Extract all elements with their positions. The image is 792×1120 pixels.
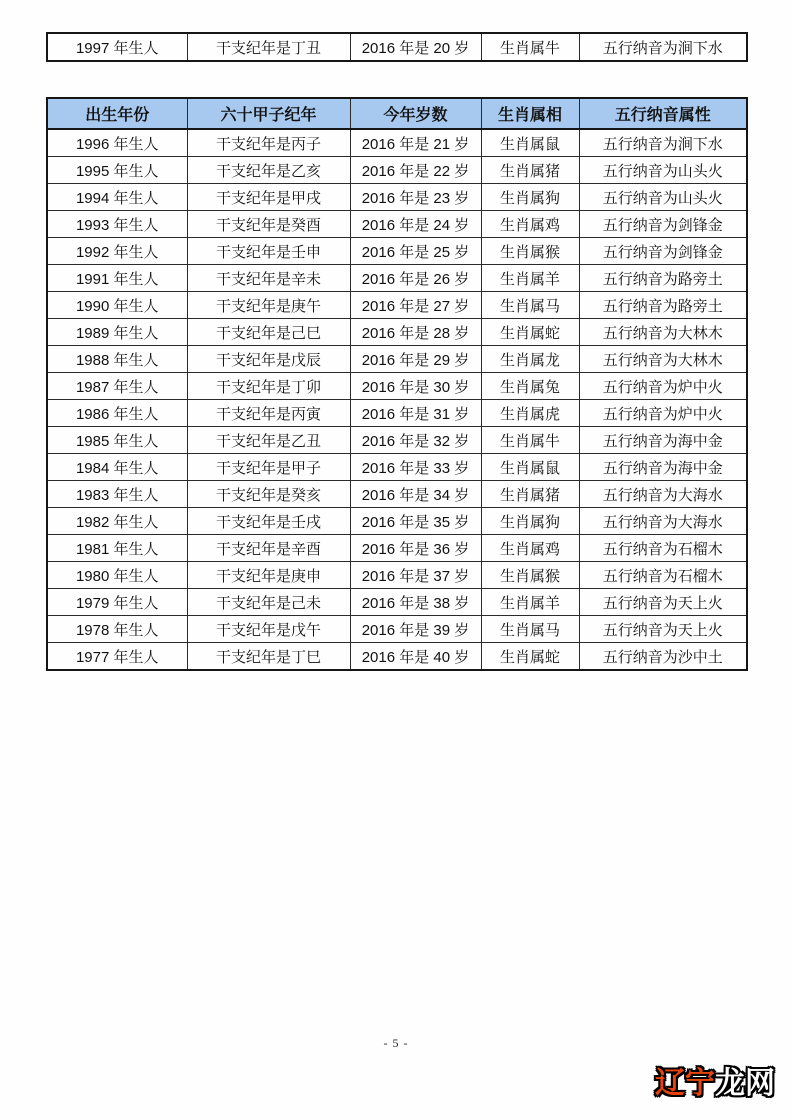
- table-cell: 五行纳音为大林木: [579, 346, 747, 373]
- table-cell: 生肖属马: [481, 292, 579, 319]
- table-cell: 2016 年是 28 岁: [350, 319, 481, 346]
- table-cell: 干支纪年是癸亥: [187, 481, 350, 508]
- table-row: [47, 508, 747, 535]
- previous-year-table: [46, 32, 748, 62]
- table-cell: 干支纪年是丙寅: [187, 400, 350, 427]
- table-cell: 生肖属羊: [481, 265, 579, 292]
- table-cell: 2016 年是 30 岁: [350, 373, 481, 400]
- table-cell: 干支纪年是庚申: [187, 562, 350, 589]
- table-row: [47, 481, 747, 508]
- table-cell: 1978 年生人: [47, 616, 187, 643]
- table-cell: 五行纳音为山头火: [579, 184, 747, 211]
- zodiac-cell: 生肖属牛: [481, 33, 579, 61]
- watermark-logo: [655, 1068, 775, 1100]
- table-cell: 2016 年是 25 岁: [350, 238, 481, 265]
- zodiac-year-table: [46, 97, 748, 671]
- table-cell: 2016 年是 40 岁: [350, 643, 481, 671]
- main-table-rows: [47, 129, 747, 670]
- table-cell: 五行纳音为剑锋金: [579, 238, 747, 265]
- table-cell: 生肖属猪: [481, 481, 579, 508]
- header-zodiac: 生肖属相: [481, 98, 579, 129]
- table-cell: 干支纪年是乙亥: [187, 157, 350, 184]
- table-row: [47, 616, 747, 643]
- table-row: [47, 184, 747, 211]
- table-cell: 2016 年是 31 岁: [350, 400, 481, 427]
- table-cell: 2016 年是 32 岁: [350, 427, 481, 454]
- table-cell: 生肖属猴: [481, 562, 579, 589]
- table-cell: 生肖属牛: [481, 427, 579, 454]
- table-cell: 干支纪年是辛酉: [187, 535, 350, 562]
- table-cell: 1991 年生人: [47, 265, 187, 292]
- page-number: - 5 -: [383, 1036, 409, 1050]
- table-cell: 2016 年是 21 岁: [350, 129, 481, 157]
- table-cell: 生肖属马: [481, 616, 579, 643]
- table-cell: 五行纳音为炉中火: [579, 400, 747, 427]
- table-cell: 1990 年生人: [47, 292, 187, 319]
- table-cell: 五行纳音为大林木: [579, 319, 747, 346]
- table-row: [47, 535, 747, 562]
- table-cell: 五行纳音为山头火: [579, 157, 747, 184]
- table-row: [47, 292, 747, 319]
- watermark-text-part2: 龙网: [715, 1067, 775, 1100]
- table-row: [47, 454, 747, 481]
- table-cell: 1996 年生人: [47, 129, 187, 157]
- table-cell: 2016 年是 29 岁: [350, 346, 481, 373]
- table-row: [47, 346, 747, 373]
- table-cell: 干支纪年是庚午: [187, 292, 350, 319]
- table-cell: 干支纪年是丁巳: [187, 643, 350, 671]
- table-cell: 生肖属猪: [481, 157, 579, 184]
- table-cell: 生肖属兔: [481, 373, 579, 400]
- table-cell: 干支纪年是戊辰: [187, 346, 350, 373]
- table-cell: 干支纪年是壬戌: [187, 508, 350, 535]
- table-cell: 五行纳音为大海水: [579, 481, 747, 508]
- table-cell: 2016 年是 34 岁: [350, 481, 481, 508]
- table-row: [47, 33, 747, 61]
- table-header-row: [47, 98, 747, 129]
- table-cell: 五行纳音为海中金: [579, 427, 747, 454]
- table-cell: 生肖属狗: [481, 184, 579, 211]
- table-cell: 生肖属鸡: [481, 211, 579, 238]
- table-cell: 2016 年是 33 岁: [350, 454, 481, 481]
- ganzhi-cell: 干支纪年是丁丑: [187, 33, 350, 61]
- table-row: [47, 589, 747, 616]
- table-cell: 1982 年生人: [47, 508, 187, 535]
- table-cell: 2016 年是 22 岁: [350, 157, 481, 184]
- table-cell: 五行纳音为路旁土: [579, 265, 747, 292]
- table-cell: 1994 年生人: [47, 184, 187, 211]
- table-cell: 2016 年是 23 岁: [350, 184, 481, 211]
- table-cell: 五行纳音为沙中土: [579, 643, 747, 671]
- table-cell: 五行纳音为石榴木: [579, 562, 747, 589]
- table-cell: 干支纪年是戊午: [187, 616, 350, 643]
- table-row: [47, 265, 747, 292]
- table-cell: 干支纪年是辛未: [187, 265, 350, 292]
- table-row: [47, 319, 747, 346]
- table-cell: 1986 年生人: [47, 400, 187, 427]
- table-cell: 2016 年是 39 岁: [350, 616, 481, 643]
- table-cell: 2016 年是 24 岁: [350, 211, 481, 238]
- table-cell: 五行纳音为天上火: [579, 616, 747, 643]
- table-cell: 2016 年是 38 岁: [350, 589, 481, 616]
- table-cell: 2016 年是 27 岁: [350, 292, 481, 319]
- table-cell: 生肖属鸡: [481, 535, 579, 562]
- table-cell: 干支纪年是己巳: [187, 319, 350, 346]
- table-cell: 1993 年生人: [47, 211, 187, 238]
- table-cell: 干支纪年是丁卯: [187, 373, 350, 400]
- table-cell: 2016 年是 36 岁: [350, 535, 481, 562]
- table-row: [47, 238, 747, 265]
- table-cell: 五行纳音为石榴木: [579, 535, 747, 562]
- table-cell: 2016 年是 35 岁: [350, 508, 481, 535]
- table-cell: 1979 年生人: [47, 589, 187, 616]
- table-cell: 生肖属虎: [481, 400, 579, 427]
- table-cell: 1980 年生人: [47, 562, 187, 589]
- table-cell: 五行纳音为剑锋金: [579, 211, 747, 238]
- age-cell: 2016 年是 20 岁: [350, 33, 481, 61]
- table-row: [47, 211, 747, 238]
- table-cell: 1992 年生人: [47, 238, 187, 265]
- table-cell: 干支纪年是丙子: [187, 129, 350, 157]
- table-cell: 1983 年生人: [47, 481, 187, 508]
- watermark-text-part1: 辽宁: [655, 1067, 715, 1100]
- table-cell: 五行纳音为海中金: [579, 454, 747, 481]
- table-cell: 1977 年生人: [47, 643, 187, 671]
- birth-year-cell: 1997 年生人: [47, 33, 187, 61]
- header-nayin: 五行纳音属性: [579, 98, 747, 129]
- table-cell: 1988 年生人: [47, 346, 187, 373]
- table-cell: 干支纪年是己未: [187, 589, 350, 616]
- header-birth-year: 出生年份: [47, 98, 187, 129]
- table-cell: 五行纳音为炉中火: [579, 373, 747, 400]
- table-cell: 五行纳音为天上火: [579, 589, 747, 616]
- table-cell: 生肖属龙: [481, 346, 579, 373]
- table-cell: 生肖属蛇: [481, 319, 579, 346]
- table-cell: 干支纪年是乙丑: [187, 427, 350, 454]
- table-row: [47, 373, 747, 400]
- table-row: [47, 643, 747, 671]
- table-cell: 五行纳音为涧下水: [579, 129, 747, 157]
- table-row: [47, 157, 747, 184]
- header-ganzhi: 六十甲子纪年: [187, 98, 350, 129]
- table-cell: 五行纳音为路旁土: [579, 292, 747, 319]
- table-cell: 1981 年生人: [47, 535, 187, 562]
- table-cell: 2016 年是 37 岁: [350, 562, 481, 589]
- table-row: [47, 400, 747, 427]
- table-cell: 干支纪年是甲戌: [187, 184, 350, 211]
- table-cell: 生肖属鼠: [481, 129, 579, 157]
- table-cell: 1995 年生人: [47, 157, 187, 184]
- table-cell: 生肖属鼠: [481, 454, 579, 481]
- table-cell: 生肖属猴: [481, 238, 579, 265]
- table-cell: 干支纪年是壬申: [187, 238, 350, 265]
- table-row: [47, 562, 747, 589]
- table-row: [47, 427, 747, 454]
- table-cell: 1984 年生人: [47, 454, 187, 481]
- table-cell: 1985 年生人: [47, 427, 187, 454]
- table-cell: 2016 年是 26 岁: [350, 265, 481, 292]
- table-cell: 生肖属狗: [481, 508, 579, 535]
- table-cell: 生肖属羊: [481, 589, 579, 616]
- table-cell: 1989 年生人: [47, 319, 187, 346]
- nayin-cell: 五行纳音为涧下水: [579, 33, 747, 61]
- table-row: [47, 129, 747, 157]
- table-cell: 干支纪年是癸酉: [187, 211, 350, 238]
- table-cell: 五行纳音为大海水: [579, 508, 747, 535]
- header-age: 今年岁数: [350, 98, 481, 129]
- table-cell: 干支纪年是甲子: [187, 454, 350, 481]
- table-cell: 1987 年生人: [47, 373, 187, 400]
- table-cell: 生肖属蛇: [481, 643, 579, 671]
